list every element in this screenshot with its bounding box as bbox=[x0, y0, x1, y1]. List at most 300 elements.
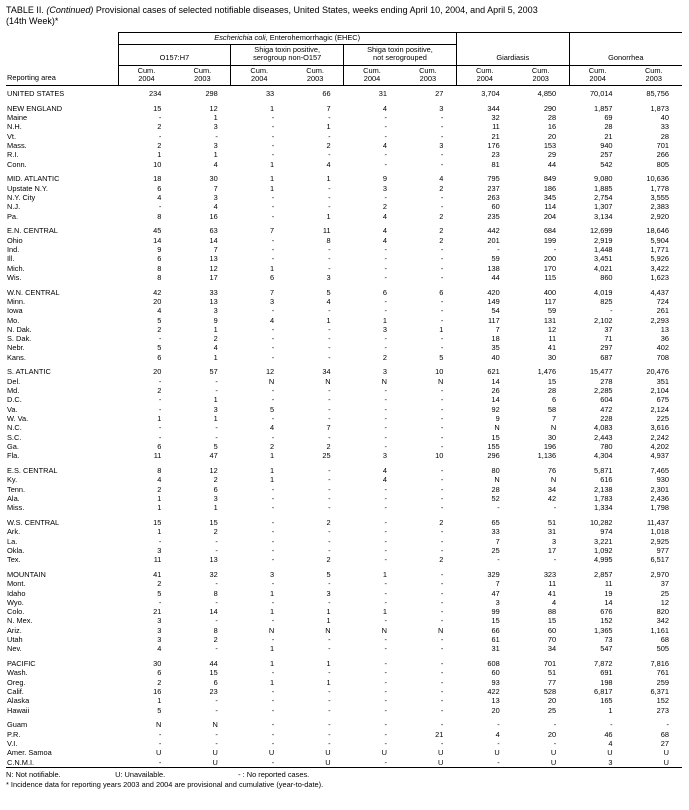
value-cell: 18,646 bbox=[646, 226, 669, 236]
value-cell: 4 bbox=[382, 465, 387, 475]
reporting-area-cell: MOUNTAIN bbox=[7, 569, 46, 579]
value-cell: - bbox=[384, 579, 387, 589]
value-cell: - bbox=[440, 686, 444, 696]
value-cell: 4 bbox=[270, 315, 275, 325]
value-cell: 13 bbox=[209, 254, 218, 264]
value-cell: - bbox=[271, 696, 275, 706]
value-cell: 176 bbox=[487, 140, 500, 150]
value-cell: 3 bbox=[382, 183, 387, 193]
reporting-area-cell: UNITED STATES bbox=[7, 88, 65, 98]
value-cell: - bbox=[328, 183, 331, 193]
reporting-area-cell: N.J. bbox=[7, 202, 21, 212]
value-cell: 420 bbox=[487, 287, 500, 297]
value-cell: 7 bbox=[326, 103, 331, 113]
value-cell: 1,771 bbox=[650, 244, 669, 254]
value-cell: 400 bbox=[543, 287, 557, 297]
table-row bbox=[6, 405, 682, 414]
region-row bbox=[6, 174, 682, 183]
value-cell: - bbox=[666, 720, 669, 730]
value-cell: - bbox=[440, 159, 444, 169]
reporting-area-cell: Ohio bbox=[7, 235, 23, 245]
value-cell: 14 bbox=[491, 376, 500, 386]
value-cell: 20,476 bbox=[646, 367, 669, 377]
footnotes bbox=[6, 770, 682, 789]
value-cell: - bbox=[328, 192, 331, 202]
value-cell: 18 bbox=[153, 174, 162, 184]
reporting-area-cell: Maine bbox=[7, 113, 28, 123]
value-cell: N bbox=[325, 376, 331, 386]
value-cell: - bbox=[610, 306, 613, 316]
value-cell: 1 bbox=[270, 607, 275, 617]
value-cell: 422 bbox=[487, 686, 500, 696]
value-cell: - bbox=[328, 668, 331, 678]
value-cell: 165 bbox=[600, 696, 613, 706]
value-cell: 20 bbox=[547, 696, 557, 706]
value-cell: N bbox=[550, 423, 557, 433]
value-cell: - bbox=[328, 263, 331, 273]
value-cell: 342 bbox=[656, 616, 669, 626]
value-cell: 12,699 bbox=[589, 226, 613, 236]
value-cell: 2,104 bbox=[650, 386, 669, 396]
value-cell: 4 bbox=[382, 475, 387, 485]
value-cell: 2 bbox=[326, 140, 331, 150]
value-cell: 66 bbox=[491, 625, 500, 635]
reporting-area-cell: Tenn. bbox=[7, 484, 26, 494]
value-cell: - bbox=[328, 352, 331, 362]
value-cell: 21 bbox=[604, 131, 613, 141]
value-cell: 63 bbox=[209, 226, 218, 236]
value-cell: 19 bbox=[604, 588, 613, 598]
value-cell: - bbox=[328, 465, 331, 475]
value-cell: 8 bbox=[213, 588, 218, 598]
value-cell: 17 bbox=[209, 272, 218, 282]
value-cell: 117 bbox=[544, 296, 557, 306]
value-cell: - bbox=[271, 668, 275, 678]
value-cell: 44 bbox=[209, 659, 218, 669]
value-cell: 9,080 bbox=[594, 174, 613, 184]
value-cell: 199 bbox=[543, 235, 557, 245]
value-cell: 2 bbox=[157, 122, 162, 132]
value-cell: 3 bbox=[157, 635, 162, 644]
value-cell: 13 bbox=[491, 696, 500, 706]
value-cell: U bbox=[663, 748, 669, 758]
value-cell: - bbox=[384, 668, 387, 678]
value-cell: N bbox=[268, 625, 275, 635]
value-cell: 70,014 bbox=[589, 88, 613, 98]
value-cell: 6,371 bbox=[650, 686, 669, 696]
value-cell: - bbox=[384, 597, 387, 607]
legend-not-notifiable: N: Not notifiable. bbox=[6, 769, 61, 779]
value-cell: 76 bbox=[547, 465, 557, 475]
value-cell: 977 bbox=[656, 545, 669, 555]
value-cell: - bbox=[440, 597, 444, 607]
table-row bbox=[6, 616, 682, 625]
value-cell: 849 bbox=[543, 174, 557, 184]
value-cell: - bbox=[497, 738, 500, 748]
value-cell: 3 bbox=[439, 103, 444, 113]
region-row bbox=[6, 466, 682, 475]
value-cell: 1 bbox=[213, 150, 218, 160]
value-cell: - bbox=[328, 696, 331, 706]
value-cell: 66 bbox=[322, 88, 331, 98]
value-cell: - bbox=[271, 579, 275, 589]
value-cell: 4 bbox=[552, 597, 557, 607]
cum-2003-header: Cum. 2003 bbox=[626, 65, 682, 85]
value-cell: - bbox=[215, 536, 218, 546]
value-cell: 5,871 bbox=[594, 465, 613, 475]
value-cell: 31 bbox=[491, 644, 500, 654]
value-cell: - bbox=[158, 597, 162, 607]
value-cell: 42 bbox=[153, 287, 162, 297]
value-cell: - bbox=[384, 334, 387, 344]
table-row bbox=[6, 141, 682, 150]
table-row bbox=[6, 527, 682, 536]
value-cell: - bbox=[328, 202, 331, 212]
value-cell: 5 bbox=[157, 315, 162, 325]
value-cell: - bbox=[328, 324, 331, 334]
o157-header: O157:H7 bbox=[118, 44, 231, 65]
value-cell: - bbox=[440, 113, 444, 123]
shiga-non-o157-header: Shiga toxin positive, serogroup non-O157 bbox=[231, 44, 344, 65]
value-cell: 3 bbox=[382, 451, 387, 461]
value-cell: - bbox=[384, 616, 387, 626]
value-cell: 149 bbox=[487, 296, 500, 306]
value-cell: 4,937 bbox=[650, 451, 669, 461]
value-cell: - bbox=[328, 527, 331, 537]
value-cell: 7 bbox=[552, 413, 557, 423]
value-cell: - bbox=[328, 150, 331, 160]
value-cell: 820 bbox=[656, 607, 669, 617]
value-cell: 57 bbox=[209, 367, 218, 377]
value-cell: N bbox=[156, 720, 162, 730]
value-cell: 6 bbox=[439, 287, 444, 297]
reporting-area-cell: Ala. bbox=[7, 493, 20, 503]
value-cell: - bbox=[271, 235, 275, 245]
table-row bbox=[6, 494, 682, 503]
value-cell: 27 bbox=[435, 88, 444, 98]
value-cell: - bbox=[384, 720, 387, 730]
table-row bbox=[6, 264, 682, 273]
value-cell: - bbox=[384, 432, 387, 442]
value-cell: - bbox=[440, 202, 444, 212]
value-cell: 1 bbox=[270, 174, 275, 184]
table-row bbox=[6, 395, 682, 404]
value-cell: 114 bbox=[544, 202, 557, 212]
value-cell: 4 bbox=[213, 202, 218, 212]
value-cell: 1 bbox=[270, 659, 275, 669]
value-cell: - bbox=[440, 263, 444, 273]
value-cell: 351 bbox=[656, 376, 669, 386]
value-cell: - bbox=[271, 244, 275, 254]
value-cell: 675 bbox=[656, 395, 669, 405]
value-cell: - bbox=[328, 244, 331, 254]
value-cell: - bbox=[328, 720, 331, 730]
value-cell: 4 bbox=[382, 226, 387, 236]
reporting-area-cell: Idaho bbox=[7, 588, 26, 598]
value-cell: 65 bbox=[491, 517, 500, 527]
value-cell: - bbox=[440, 503, 444, 513]
value-cell: 4 bbox=[608, 738, 613, 748]
value-cell: 20 bbox=[153, 296, 162, 306]
value-cell: 708 bbox=[656, 352, 669, 362]
value-cell: 10 bbox=[435, 367, 444, 377]
reporting-area-cell: Mass. bbox=[7, 140, 27, 150]
value-cell: 21 bbox=[435, 729, 444, 739]
value-cell: 31 bbox=[378, 88, 387, 98]
value-cell: 528 bbox=[543, 686, 557, 696]
value-cell: 5 bbox=[326, 569, 331, 579]
value-cell: 1,778 bbox=[650, 183, 669, 193]
value-cell: 2 bbox=[213, 334, 218, 344]
value-cell: 32 bbox=[491, 113, 500, 123]
cum-2003-header: Cum. 2003 bbox=[287, 65, 343, 85]
value-cell: N bbox=[325, 625, 331, 635]
reporting-area-cell: Mont. bbox=[7, 579, 26, 589]
value-cell: - bbox=[440, 677, 444, 687]
value-cell: 1,623 bbox=[650, 272, 669, 282]
value-cell: 701 bbox=[543, 659, 557, 669]
value-cell: - bbox=[440, 705, 444, 715]
value-cell: - bbox=[384, 545, 387, 555]
value-cell: 51 bbox=[547, 668, 557, 678]
value-cell: 7,465 bbox=[650, 465, 669, 475]
reporting-area-cell: Nebr. bbox=[7, 343, 25, 353]
cum-2004-header: Cum. 2004 bbox=[231, 65, 287, 85]
value-cell: 3 bbox=[326, 272, 331, 282]
reporting-area-cell: E.N. CENTRAL bbox=[7, 226, 58, 236]
value-cell: 30 bbox=[547, 352, 557, 362]
value-cell: 3 bbox=[157, 545, 162, 555]
value-cell: - bbox=[271, 254, 275, 264]
value-cell: 8 bbox=[157, 263, 162, 273]
value-cell: 15,477 bbox=[589, 367, 613, 377]
footnote-incidence-note: * Incidence data for reporting years 2003 and 2004 are provisional and cumulative (year-to-date). bbox=[6, 779, 324, 789]
value-cell: - bbox=[384, 677, 387, 687]
value-cell: 12 bbox=[209, 465, 218, 475]
value-cell: 152 bbox=[656, 696, 669, 706]
value-cell: - bbox=[440, 616, 444, 626]
value-cell: N bbox=[381, 625, 387, 635]
value-cell: 28 bbox=[660, 131, 669, 141]
value-cell: 1 bbox=[157, 493, 162, 503]
value-cell: 616 bbox=[600, 475, 613, 485]
value-cell: 40 bbox=[660, 113, 669, 123]
value-cell: - bbox=[158, 113, 162, 123]
value-cell: - bbox=[328, 334, 331, 344]
value-cell: 3 bbox=[552, 536, 557, 546]
value-cell: 11 bbox=[548, 579, 557, 589]
table-row bbox=[6, 202, 682, 211]
value-cell: 2,925 bbox=[650, 536, 669, 546]
value-cell: 170 bbox=[543, 263, 557, 273]
value-cell: 8 bbox=[157, 272, 162, 282]
value-cell: 131 bbox=[543, 315, 557, 325]
region-row bbox=[6, 104, 682, 113]
table-row bbox=[6, 273, 682, 282]
value-cell: 1 bbox=[270, 183, 275, 193]
value-cell: 825 bbox=[600, 296, 613, 306]
value-cell: - bbox=[328, 404, 331, 414]
value-cell: - bbox=[553, 738, 557, 748]
value-cell: 345 bbox=[543, 192, 557, 202]
value-cell: 505 bbox=[656, 644, 669, 654]
value-cell: 21 bbox=[491, 131, 500, 141]
value-cell: - bbox=[271, 517, 275, 527]
value-cell: - bbox=[271, 686, 275, 696]
value-cell: 2,285 bbox=[594, 386, 613, 396]
value-cell: 273 bbox=[656, 705, 669, 715]
value-cell: 7,872 bbox=[594, 659, 613, 669]
value-cell: 4 bbox=[382, 211, 387, 221]
table-row bbox=[6, 212, 682, 221]
value-cell: - bbox=[384, 644, 387, 654]
value-cell: 297 bbox=[600, 343, 613, 353]
value-cell: 7 bbox=[495, 536, 500, 546]
value-cell: - bbox=[215, 579, 218, 589]
value-cell: 2 bbox=[439, 235, 444, 245]
value-cell: - bbox=[440, 569, 444, 579]
value-cell: 37 bbox=[660, 579, 669, 589]
value-cell: 263 bbox=[487, 192, 500, 202]
value-cell: - bbox=[215, 738, 218, 748]
value-cell: 20 bbox=[547, 729, 557, 739]
value-cell: 11 bbox=[153, 555, 162, 565]
value-cell: 34 bbox=[547, 484, 557, 494]
value-cell: 4,021 bbox=[594, 263, 613, 273]
value-cell: 13 bbox=[209, 555, 218, 565]
value-cell: 14 bbox=[491, 395, 500, 405]
value-cell: - bbox=[328, 503, 331, 513]
value-cell: 14 bbox=[209, 235, 218, 245]
value-cell: 1 bbox=[326, 122, 331, 132]
value-cell: - bbox=[553, 555, 557, 565]
value-cell: 34 bbox=[322, 367, 331, 377]
value-cell: 16 bbox=[209, 211, 218, 221]
value-cell: - bbox=[384, 503, 387, 513]
value-cell: 59 bbox=[491, 254, 500, 264]
value-cell: U bbox=[212, 748, 218, 758]
value-cell: 85,756 bbox=[646, 88, 669, 98]
value-cell: 44 bbox=[547, 159, 557, 169]
value-cell: 780 bbox=[600, 441, 613, 451]
table-row bbox=[6, 353, 682, 362]
value-cell: - bbox=[440, 545, 444, 555]
value-cell: 1,334 bbox=[594, 503, 613, 513]
value-cell: 2,754 bbox=[594, 192, 613, 202]
value-cell: 608 bbox=[487, 659, 500, 669]
value-cell: 1 bbox=[608, 705, 613, 715]
value-cell: 1,476 bbox=[537, 367, 557, 377]
value-cell: 2 bbox=[382, 352, 387, 362]
value-cell: - bbox=[440, 150, 444, 160]
value-cell: 200 bbox=[543, 254, 557, 264]
value-cell: 2 bbox=[326, 517, 331, 527]
value-cell: - bbox=[158, 536, 162, 546]
value-cell: - bbox=[440, 254, 444, 264]
value-cell: 7 bbox=[495, 579, 500, 589]
value-cell: - bbox=[158, 202, 162, 212]
value-cell: 2 bbox=[213, 527, 218, 537]
value-cell: 37 bbox=[604, 324, 613, 334]
value-cell: 4 bbox=[382, 103, 387, 113]
value-cell: - bbox=[553, 503, 557, 513]
value-cell: - bbox=[384, 192, 387, 202]
reporting-area-cell: Upstate N.Y. bbox=[7, 183, 48, 193]
value-cell: - bbox=[440, 493, 444, 503]
value-cell: 4 bbox=[157, 475, 162, 485]
value-cell: 88 bbox=[547, 607, 557, 617]
value-cell: - bbox=[215, 423, 218, 433]
reporting-area-cell: Wyo. bbox=[7, 597, 24, 607]
footnote-legend bbox=[6, 770, 682, 779]
value-cell: - bbox=[271, 738, 275, 748]
value-cell: - bbox=[384, 150, 387, 160]
value-cell: - bbox=[384, 729, 387, 739]
value-cell: 278 bbox=[600, 376, 613, 386]
value-cell: 5 bbox=[157, 588, 162, 598]
table-row bbox=[6, 193, 682, 202]
value-cell: - bbox=[271, 140, 275, 150]
value-cell: - bbox=[158, 131, 162, 141]
reporting-area-cell: La. bbox=[7, 536, 18, 546]
table-row bbox=[6, 537, 682, 546]
value-cell: 3 bbox=[439, 140, 444, 150]
value-cell: 298 bbox=[205, 88, 218, 98]
value-cell: 5 bbox=[157, 705, 162, 715]
reporting-area-cell: Ill. bbox=[7, 254, 15, 264]
value-cell: 25 bbox=[491, 545, 500, 555]
reporting-area-cell: Colo. bbox=[7, 607, 25, 617]
value-cell: 77 bbox=[547, 677, 557, 687]
value-cell: 676 bbox=[600, 607, 613, 617]
value-cell: N bbox=[438, 625, 444, 635]
value-cell: 2 bbox=[382, 202, 387, 212]
table-body bbox=[6, 85, 682, 767]
value-cell: 16 bbox=[547, 122, 557, 132]
value-cell: 8 bbox=[213, 625, 218, 635]
value-cell: - bbox=[215, 386, 218, 396]
value-cell: - bbox=[384, 493, 387, 503]
table-row bbox=[6, 758, 682, 768]
value-cell: - bbox=[271, 705, 275, 715]
table-row bbox=[6, 306, 682, 315]
value-cell: 1 bbox=[326, 607, 331, 617]
table-row bbox=[6, 668, 682, 677]
value-cell: - bbox=[384, 484, 387, 494]
cum-2004-header: Cum. 2004 bbox=[569, 65, 625, 85]
value-cell: 2,920 bbox=[650, 211, 669, 221]
value-cell: 1 bbox=[270, 588, 275, 598]
value-cell: 25 bbox=[547, 705, 557, 715]
value-cell: 2 bbox=[439, 517, 444, 527]
value-cell: U bbox=[400, 758, 456, 768]
value-cell: 266 bbox=[656, 150, 669, 160]
value-cell: 10,636 bbox=[646, 174, 669, 184]
value-cell: - bbox=[328, 597, 331, 607]
value-cell: N bbox=[381, 376, 387, 386]
value-cell: - bbox=[328, 705, 331, 715]
value-cell: - bbox=[328, 395, 331, 405]
cum-2004-header: Cum. 2004 bbox=[344, 65, 400, 85]
value-cell: - bbox=[328, 686, 331, 696]
reporting-area-cell: Fla. bbox=[7, 451, 20, 461]
table-row bbox=[6, 555, 682, 564]
table-row bbox=[6, 589, 682, 598]
table-row bbox=[6, 113, 682, 122]
value-cell: 4 bbox=[157, 644, 162, 654]
value-cell: - bbox=[158, 738, 162, 748]
value-cell: 28 bbox=[547, 386, 557, 396]
